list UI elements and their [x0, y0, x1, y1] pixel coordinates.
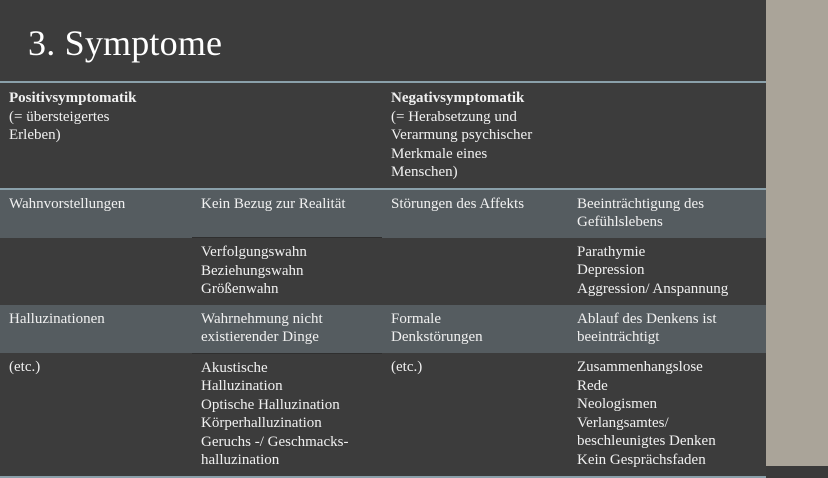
- header-positive-line: (= übersteigertes: [9, 108, 110, 125]
- slide-title: 3. Symptome: [28, 23, 223, 63]
- cell-text: Wahrnehmung nicht: [201, 310, 323, 327]
- cell: [192, 353, 382, 477]
- decorative-sidebar: [766, 0, 828, 466]
- cell-text: Größenwahn: [201, 281, 279, 297]
- cell: [568, 353, 766, 477]
- cell: [568, 238, 766, 305]
- cell-text: Verfolgungswahn: [201, 244, 307, 260]
- table-row: [0, 189, 766, 238]
- cell: [382, 238, 568, 305]
- cell: [568, 305, 766, 354]
- cell-text: beschleunigtes Denken: [577, 433, 716, 449]
- symptom-table: [0, 81, 766, 478]
- header-positive-heading: Positivsymptomatik: [9, 90, 137, 106]
- cell: [382, 353, 568, 477]
- header-row: [0, 82, 766, 189]
- cell-text: existierender Dinge: [201, 329, 319, 345]
- cell: [382, 305, 568, 354]
- table-row: [0, 238, 766, 305]
- header-negative-heading: Negativsymptomatik: [391, 90, 525, 106]
- cell-text: Störungen des Affekts: [391, 195, 525, 212]
- cell: [0, 189, 192, 238]
- cell-text: halluzination: [201, 452, 280, 468]
- header-negative: [382, 82, 766, 189]
- cell-text: Ablauf des Denkens ist: [577, 310, 717, 327]
- cell-text: Akustische: [201, 359, 268, 376]
- table-row: [0, 305, 766, 354]
- cell-text: Körperhalluzination: [201, 415, 322, 431]
- header-negative-line: Verarmung psychischer: [391, 127, 533, 143]
- cell: [568, 189, 766, 238]
- cell-text: Neologismen: [577, 396, 657, 412]
- cell: [0, 238, 192, 305]
- cell-text: Denkstörungen: [391, 329, 483, 345]
- header-negative-line: (= Herabsetzung und: [391, 108, 517, 125]
- cell-text: Rede: [577, 377, 608, 394]
- cell-text: (etc.): [9, 359, 41, 375]
- header-positive-line: Erleben): [9, 127, 61, 143]
- table-row: [0, 353, 766, 477]
- cell-text: Aggression/ Anspannung: [577, 280, 729, 297]
- header-positive: [0, 82, 382, 189]
- cell: [0, 305, 192, 354]
- cell-text: Geruchs -/ Geschmacks-: [201, 433, 349, 450]
- cell-text: Halluzination: [201, 378, 283, 394]
- cell-text: Beeinträchtigung des: [577, 195, 705, 212]
- cell: [192, 238, 382, 305]
- cell: [0, 353, 192, 477]
- cell-text: (etc.): [391, 359, 423, 375]
- cell-text: Kein Gesprächsfaden: [577, 451, 706, 468]
- cell-text: Wahnvorstellungen: [9, 195, 126, 212]
- cell-text: Formale: [391, 310, 441, 327]
- cell-text: Halluzinationen: [9, 310, 105, 327]
- cell-text: beeinträchtigt: [577, 329, 660, 345]
- cell: [382, 189, 568, 238]
- cell-text: Depression: [577, 262, 645, 278]
- header-negative-line: Merkmale eines: [391, 145, 488, 162]
- cell-text: Beziehungswahn: [201, 262, 304, 279]
- cell-text: Optische Halluzination: [201, 396, 340, 413]
- cell-text: Gefühlslebens: [577, 214, 663, 230]
- cell: [192, 189, 382, 238]
- cell-text: Zusammenhangslose: [577, 359, 703, 375]
- cell-text: Verlangsamtes/: [577, 414, 669, 431]
- cell-text: Parathymie: [577, 243, 646, 260]
- cell: [192, 305, 382, 354]
- header-negative-line: Menschen): [391, 164, 458, 180]
- cell-text: Kein Bezug zur Realität: [201, 195, 346, 212]
